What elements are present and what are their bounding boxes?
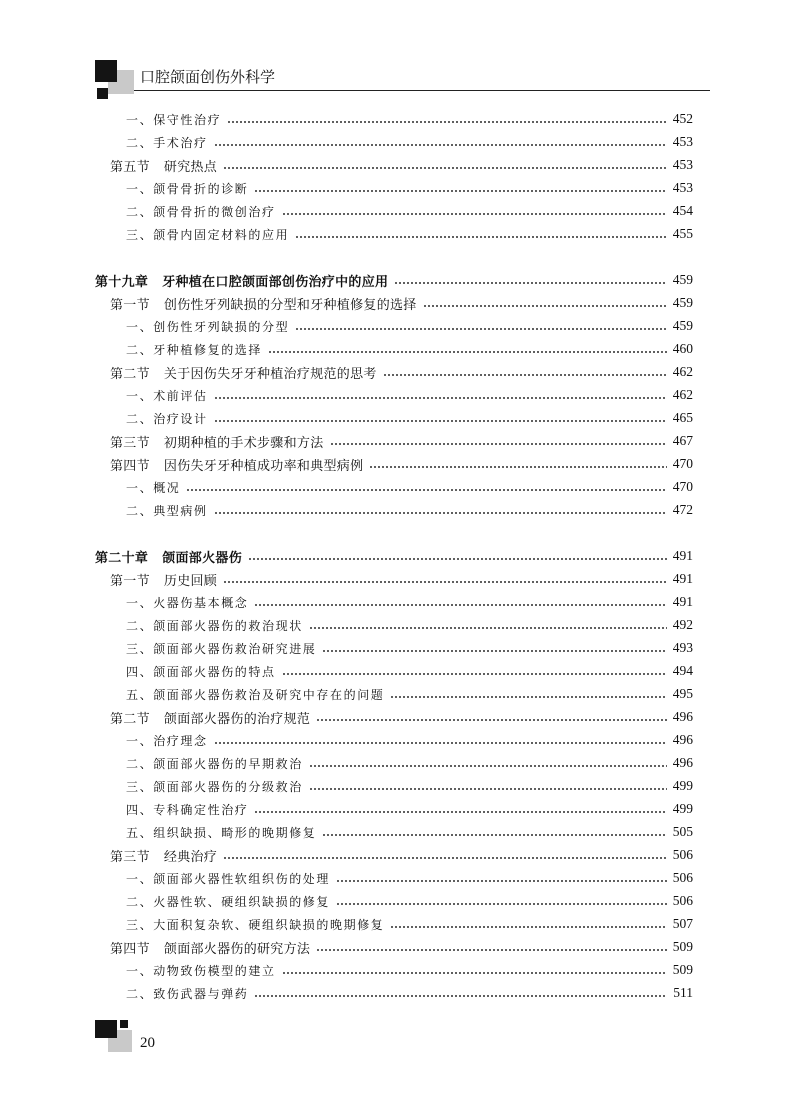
toc-item — [126, 822, 693, 842]
toc-page-number: 454 — [672, 203, 693, 218]
dot-leader — [316, 949, 667, 951]
dot-leader — [214, 742, 667, 744]
toc-item-label: 三、颌面部火器伤救治研究进展 — [126, 641, 317, 656]
toc-item-label: 二、手术治疗 — [126, 135, 208, 150]
dot-leader — [390, 926, 666, 928]
toc-item-label: 四、颌面部火器伤的特点 — [126, 664, 276, 679]
toc-page-number: 491 — [672, 594, 693, 609]
toc-section — [110, 155, 693, 175]
toc-item-label: 二、治疗设计 — [126, 411, 208, 426]
toc-page-number: 472 — [672, 502, 693, 517]
toc-page-number: 462 — [672, 364, 693, 379]
toc-section — [110, 707, 693, 727]
dot-leader — [423, 305, 667, 307]
dot-leader — [309, 788, 667, 790]
dot-leader — [248, 558, 667, 560]
toc-item-label: 一、颌骨骨折的诊断 — [126, 181, 249, 196]
toc-item — [126, 132, 693, 152]
section-heading — [110, 156, 217, 175]
toc-item-label: 一、治疗理念 — [126, 733, 208, 748]
dot-leader — [223, 167, 667, 169]
toc-page-number: 459 — [672, 295, 693, 310]
toc-section — [110, 454, 693, 474]
section-heading — [110, 846, 217, 865]
toc-item — [126, 983, 693, 1003]
toc-section — [110, 569, 693, 589]
dot-leader — [336, 903, 667, 905]
toc-page-number: 509 — [672, 939, 693, 954]
toc-page-number: 506 — [672, 870, 693, 885]
toc-item — [126, 592, 693, 612]
chapter-number: 第十九章 — [95, 274, 149, 290]
dot-leader — [390, 696, 666, 698]
toc-item — [126, 638, 693, 658]
section-title: 经典治疗 — [163, 849, 218, 865]
toc-page-number: 453 — [672, 157, 693, 172]
section-title: 颌面部火器伤的治疗规范 — [163, 711, 311, 727]
toc-item — [126, 753, 693, 773]
section-heading — [110, 432, 324, 451]
chapter-number: 第二十章 — [95, 550, 149, 566]
toc-page-number: 470 — [672, 479, 693, 494]
section-title: 颌面部火器伤的研究方法 — [163, 941, 311, 957]
toc-item — [126, 201, 693, 221]
running-header-title: 口腔颌面创伤外科学 — [140, 68, 276, 86]
dot-leader — [282, 213, 667, 215]
toc-item-label: 四、专科确定性治疗 — [126, 802, 249, 817]
section-number: 第二节 — [110, 366, 150, 382]
section-title: 创伤性牙列缺损的分型和牙种植修复的选择 — [163, 297, 417, 313]
toc-item — [126, 500, 693, 520]
toc-item-label: 三、大面积复杂软、硬组织缺损的晚期修复 — [126, 917, 385, 932]
toc-page-number: 459 — [672, 318, 693, 333]
section-title: 历史回顾 — [163, 573, 218, 589]
toc-page-number: 509 — [672, 962, 693, 977]
toc-page-number: 499 — [672, 801, 693, 816]
footer-decoration-black — [95, 1020, 117, 1038]
toc-page-number: 492 — [672, 617, 693, 632]
toc-item — [126, 684, 693, 704]
section-number: 第三节 — [110, 849, 150, 865]
dot-leader — [383, 374, 667, 376]
toc-item — [126, 661, 693, 681]
dot-leader — [214, 512, 667, 514]
dot-leader — [316, 719, 667, 721]
toc-item — [126, 178, 693, 198]
toc-item-label: 三、颌面部火器伤的分级救治 — [126, 779, 303, 794]
chapter-heading — [95, 547, 242, 566]
dot-leader — [223, 581, 667, 583]
dot-leader — [309, 627, 667, 629]
dot-leader — [254, 995, 667, 997]
toc-page-number: 506 — [672, 893, 693, 908]
toc-section — [110, 845, 693, 865]
toc-item — [126, 799, 693, 819]
dot-leader — [254, 811, 666, 813]
dot-leader — [214, 144, 667, 146]
toc-item — [126, 339, 693, 359]
toc-page-number: 495 — [672, 686, 693, 701]
section-heading — [110, 294, 417, 313]
dot-leader — [295, 328, 667, 330]
dot-leader — [394, 282, 666, 284]
toc-section — [110, 362, 693, 382]
toc-page-number: 491 — [672, 571, 693, 586]
toc-page-number: 470 — [672, 456, 693, 471]
toc-page-number: 505 — [672, 824, 693, 839]
toc-item-label: 一、概况 — [126, 480, 181, 495]
toc-section — [110, 293, 693, 313]
toc-item — [126, 960, 693, 980]
dot-leader — [322, 834, 666, 836]
toc-item-label: 一、创伤性牙列缺损的分型 — [126, 319, 290, 334]
section-number: 第一节 — [110, 573, 150, 589]
section-number: 第二节 — [110, 711, 150, 727]
toc-section — [110, 431, 693, 451]
toc-section — [110, 937, 693, 957]
toc-item-label: 一、术前评估 — [126, 388, 208, 403]
toc-page-number: 465 — [672, 410, 693, 425]
toc-item-label: 五、组织缺损、畸形的晚期修复 — [126, 825, 317, 840]
dot-leader — [282, 972, 667, 974]
dot-leader — [309, 765, 667, 767]
toc-item — [126, 316, 693, 336]
section-title: 初期种植的手术步骤和方法 — [163, 435, 324, 451]
toc-page-number: 507 — [672, 916, 693, 931]
dot-leader — [369, 466, 666, 468]
toc-item-label: 二、牙种植修复的选择 — [126, 342, 263, 357]
toc-chapter — [95, 546, 693, 566]
toc-page-number: 496 — [672, 755, 693, 770]
toc-page-number: 506 — [672, 847, 693, 862]
page-number: 20 — [140, 1035, 155, 1051]
toc-item — [126, 615, 693, 635]
toc-chapter — [95, 270, 693, 290]
toc-page-number: 496 — [672, 732, 693, 747]
toc-page-number: 467 — [672, 433, 693, 448]
dot-leader — [186, 489, 666, 491]
toc-page-number: 493 — [672, 640, 693, 655]
toc-page-number: 511 — [673, 985, 693, 1000]
dot-leader — [336, 880, 667, 882]
toc-item-label: 二、火器性软、硬组织缺损的修复 — [126, 894, 331, 909]
section-heading — [110, 570, 217, 589]
toc-item-label: 一、动物致伤模型的建立 — [126, 963, 276, 978]
chapter-title: 牙种植在口腔颌面部创伤治疗中的应用 — [162, 274, 389, 290]
toc-item-label: 二、典型病例 — [126, 503, 208, 518]
toc-page-number: 453 — [672, 134, 693, 149]
dot-leader — [254, 604, 666, 606]
chapter-title: 颌面部火器伤 — [162, 550, 243, 566]
dot-leader — [227, 121, 667, 123]
toc-item-label: 二、颌骨骨折的微创治疗 — [126, 204, 276, 219]
section-heading — [110, 363, 377, 382]
dot-leader — [282, 673, 667, 675]
toc-page-number: 499 — [672, 778, 693, 793]
toc-page-number: 496 — [672, 709, 693, 724]
section-number: 第五节 — [110, 159, 150, 175]
dot-leader — [214, 397, 667, 399]
toc-page-number: 455 — [672, 226, 693, 241]
section-heading — [110, 938, 310, 957]
dot-leader — [254, 190, 666, 192]
dot-leader — [268, 351, 667, 353]
section-number: 第一节 — [110, 297, 150, 313]
dot-leader — [330, 443, 667, 445]
toc-item-label: 二、颌面部火器伤的救治现状 — [126, 618, 303, 633]
chapter-heading — [95, 271, 388, 290]
footer-decoration-black-small — [120, 1020, 128, 1028]
toc-item-label: 五、颌面部火器伤救治及研究中存在的问题 — [126, 687, 385, 702]
toc-item — [126, 891, 693, 911]
toc-page-number: 452 — [672, 111, 693, 126]
toc-item — [126, 868, 693, 888]
toc-page-number: 460 — [672, 341, 693, 356]
section-number: 第四节 — [110, 941, 150, 957]
toc-item — [126, 408, 693, 428]
section-title: 关于因伤失牙牙种植治疗规范的思考 — [163, 366, 377, 382]
dot-leader — [295, 236, 667, 238]
toc-item-label: 一、火器伤基本概念 — [126, 595, 249, 610]
toc-item — [126, 385, 693, 405]
section-title: 研究热点 — [163, 159, 218, 175]
section-heading — [110, 708, 310, 727]
toc-page-number: 459 — [672, 272, 693, 287]
section-number: 第四节 — [110, 458, 150, 474]
toc-item — [126, 776, 693, 796]
toc-item — [126, 730, 693, 750]
toc-item-label: 二、颌面部火器伤的早期救治 — [126, 756, 303, 771]
toc-item-label: 一、颌面部火器性软组织伤的处理 — [126, 871, 331, 886]
section-title: 因伤失牙牙种植成功率和典型病例 — [163, 458, 364, 474]
toc-item-label: 二、致伤武器与弹药 — [126, 986, 249, 1001]
dot-leader — [214, 420, 667, 422]
dot-leader — [322, 650, 666, 652]
section-number: 第三节 — [110, 435, 150, 451]
toc-item — [126, 914, 693, 934]
toc-item-label: 三、颌骨内固定材料的应用 — [126, 227, 290, 242]
toc-item — [126, 477, 693, 497]
section-heading — [110, 455, 363, 474]
toc-page-number: 453 — [672, 180, 693, 195]
toc-item — [126, 109, 693, 129]
toc-item-label: 一、保守性治疗 — [126, 112, 222, 127]
toc-page-number: 491 — [672, 548, 693, 563]
dot-leader — [223, 857, 667, 859]
toc-item — [126, 224, 693, 244]
toc-page-number: 462 — [672, 387, 693, 402]
toc-page-number: 494 — [672, 663, 693, 678]
